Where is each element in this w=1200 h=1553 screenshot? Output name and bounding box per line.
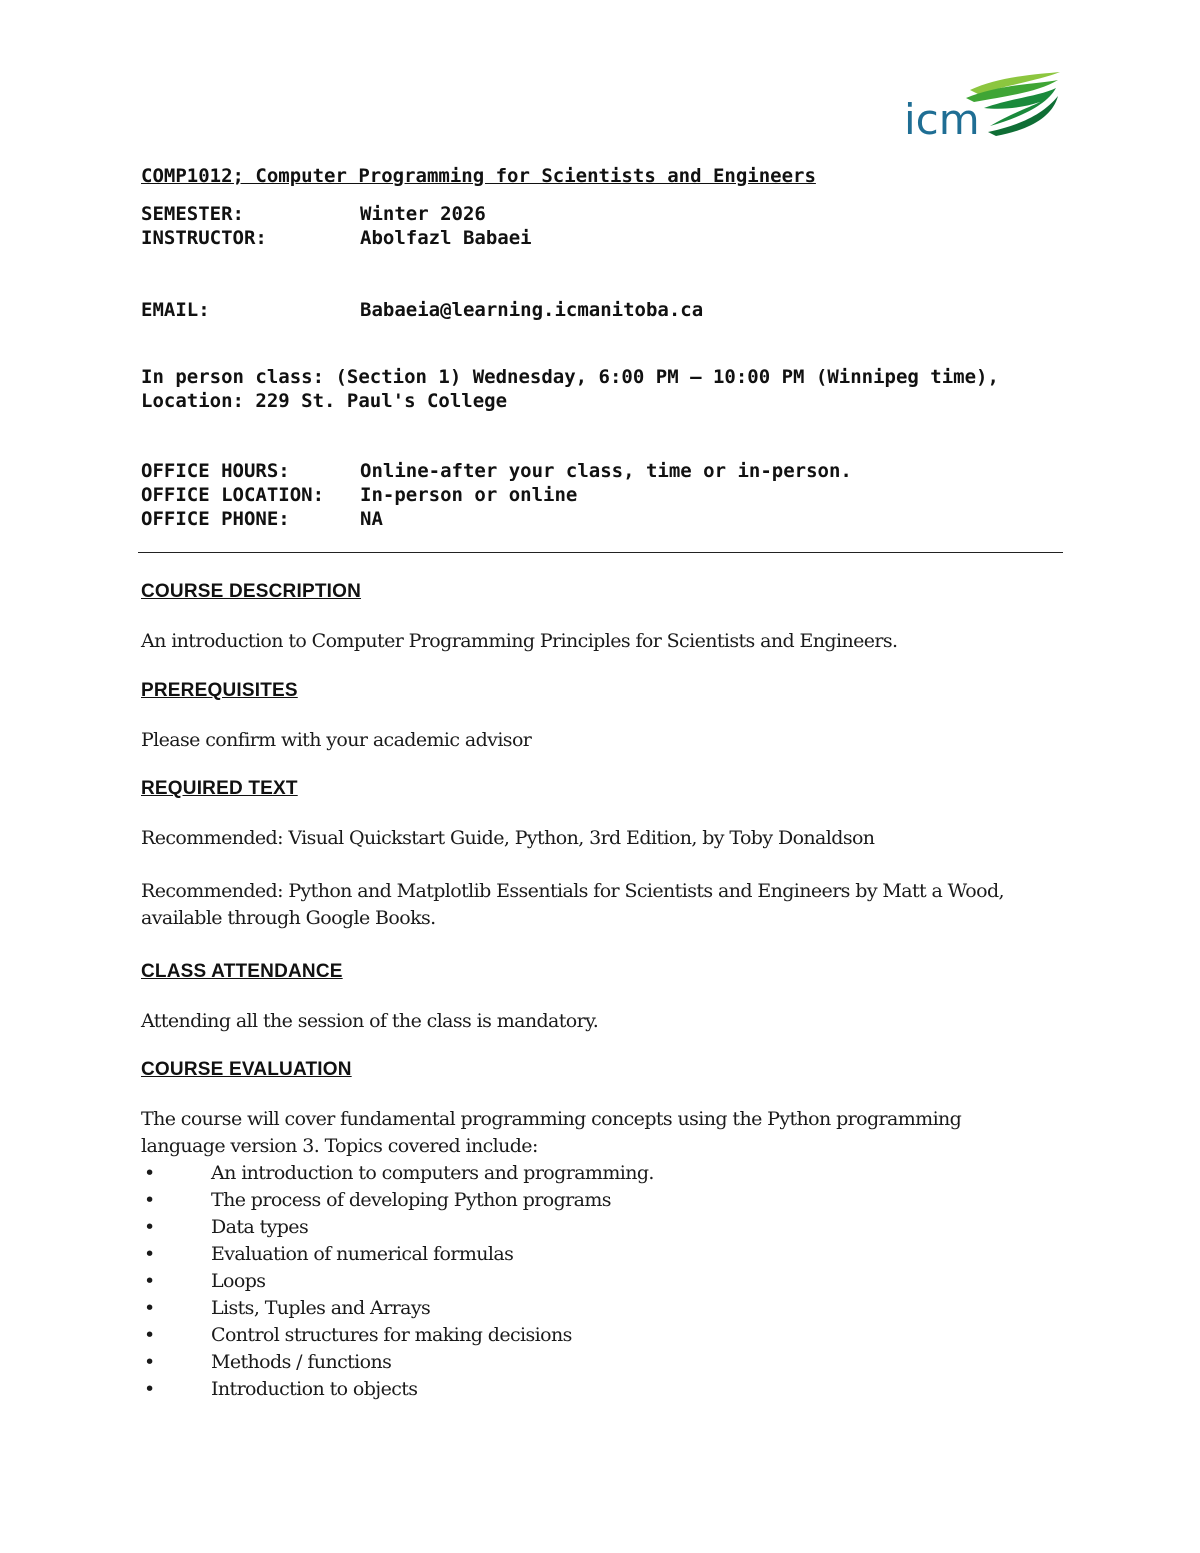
course-description-text: An introduction to Computer Programming Principles for Scientists and Engineers. <box>141 630 898 652</box>
topic-text: The process of developing Python programs <box>211 1189 611 1211</box>
office-location-row <box>141 483 1062 507</box>
course-header <box>141 162 1062 531</box>
semester-row <box>141 202 1062 226</box>
bullet-icon: • <box>144 1216 155 1238</box>
topics-list <box>141 1160 1071 1403</box>
office-hours-label: OFFICE HOURS: <box>141 460 290 482</box>
class-attendance-text: Attending all the session of the class is mandatory. <box>141 1010 599 1032</box>
required-text-item-1: Recommended: Visual Quickstart Guide, Python, 3rd Edition, by Toby Donaldson <box>141 827 875 849</box>
list-item <box>141 1160 1071 1187</box>
email-value[interactable]: Babaeia@learning.icmanitoba.ca <box>360 299 704 321</box>
class-time-line: In person class: (Section 1) Wednesday, 6:00 PM – 10:00 PM (Winnipeg time), <box>141 366 999 388</box>
list-item <box>141 1349 1071 1376</box>
list-item <box>141 1241 1071 1268</box>
course-title: COMP1012; Computer Programming for Scientists and Engineers <box>141 165 816 187</box>
list-item <box>141 1214 1071 1241</box>
instructor-label: INSTRUCTOR: <box>141 227 267 249</box>
topic-text: Evaluation of numerical formulas <box>211 1243 514 1265</box>
semester-value: Winter 2026 <box>360 203 486 225</box>
topic-text: Methods / functions <box>211 1351 392 1373</box>
syllabus-sections <box>141 578 1071 1403</box>
bullet-icon: • <box>144 1297 155 1319</box>
bullet-icon: • <box>144 1378 155 1400</box>
semester-instructor-block <box>141 202 1062 322</box>
required-text-item-2: Recommended: Python and Matplotlib Essentials for Scientists and Engineers by Matt a Wood, available through Google Books. <box>141 880 1004 929</box>
class-schedule <box>141 365 1062 413</box>
icm-logo <box>900 66 1065 142</box>
office-hours-row <box>141 459 1062 483</box>
instructor-value: Abolfazl Babaei <box>360 227 532 249</box>
bullet-icon: • <box>144 1324 155 1346</box>
office-block <box>141 459 1062 531</box>
office-phone-row <box>141 507 1062 531</box>
class-location-line: Location: 229 St. Paul's College <box>141 390 508 412</box>
bullet-icon: • <box>144 1270 155 1292</box>
prerequisites-text: Please confirm with your academic advisor <box>141 729 532 751</box>
list-item <box>141 1187 1071 1214</box>
list-item <box>141 1376 1071 1403</box>
bullet-icon: • <box>144 1243 155 1265</box>
list-item <box>141 1295 1071 1322</box>
office-hours-value: Online-after your class, time or in-person. <box>360 460 852 482</box>
office-phone-label: OFFICE PHONE: <box>141 508 290 530</box>
email-row <box>141 298 1062 322</box>
semester-label: SEMESTER: <box>141 203 244 225</box>
email-label: EMAIL: <box>141 299 210 321</box>
office-location-value: In-person or online <box>360 484 578 506</box>
prerequisites-heading: PREREQUISITES <box>141 680 298 701</box>
office-phone-value: NA <box>360 508 383 530</box>
list-item <box>141 1322 1071 1349</box>
office-location-label: OFFICE LOCATION: <box>141 484 325 506</box>
bullet-icon: • <box>144 1189 155 1211</box>
horizontal-divider <box>138 552 1063 553</box>
topic-text: Control structures for making decisions <box>211 1324 572 1346</box>
course-description-heading: COURSE DESCRIPTION <box>141 581 362 602</box>
course-evaluation-heading: COURSE EVALUATION <box>141 1059 352 1080</box>
topic-text: Lists, Tuples and Arrays <box>211 1297 431 1319</box>
bullet-icon: • <box>144 1162 155 1184</box>
logo-text: icm <box>904 95 980 142</box>
course-evaluation-text: The course will cover fundamental programming concepts using the Python programming language version 3. Topics covered include: <box>141 1108 962 1157</box>
list-item <box>141 1268 1071 1295</box>
class-attendance-heading: CLASS ATTENDANCE <box>141 961 343 982</box>
required-text-heading: REQUIRED TEXT <box>141 778 298 799</box>
topic-text: Loops <box>211 1270 266 1292</box>
topic-text: Data types <box>211 1216 309 1238</box>
topic-text: An introduction to computers and programming. <box>211 1162 654 1184</box>
topic-text: Introduction to objects <box>211 1378 418 1400</box>
bullet-icon: • <box>144 1351 155 1373</box>
instructor-row <box>141 226 1062 250</box>
